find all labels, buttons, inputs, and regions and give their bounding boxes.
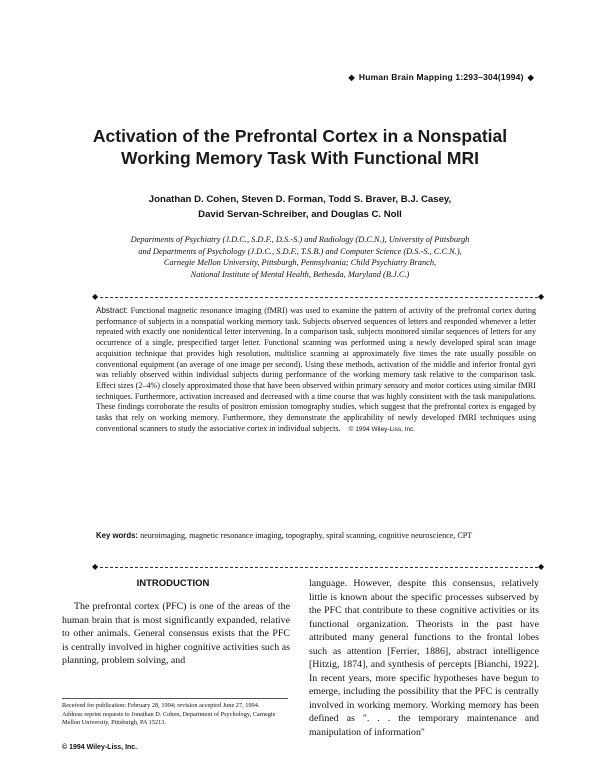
title-line: Activation of the Prefrontal Cortex in a Nonspatial bbox=[92, 126, 508, 146]
section-heading: INTRODUCTION bbox=[136, 578, 210, 589]
affiliations bbox=[70, 234, 530, 280]
title-line: Working Memory Task With Functional MRI bbox=[121, 148, 479, 168]
diamond-ornament-icon: ◆ bbox=[92, 562, 99, 571]
footnote-reprints: Address reprint requests to Jonathan D. Cohen, Department of Psychology, Carnegie Mellon University, Pittsburgh, PA 15213. bbox=[62, 711, 276, 727]
author-line: Jonathan D. Cohen, Steven D. Forman, Todd S. Braver, B.J. Casey, bbox=[148, 194, 452, 205]
author-list bbox=[80, 193, 520, 222]
body-paragraph: The prefrontal cortex (PFC) is one of the areas of the human brain that is most significantly expanded, relative to other animals. General consensus exists that the PFC is centrally involved in higher cognitive activities such as planning, problem solving, and bbox=[62, 601, 290, 666]
keywords-text: neuroimaging, magnetic resonance imaging, topography, spiral scanning, cognitive neuroscience, CPT bbox=[140, 531, 473, 540]
page-title bbox=[60, 125, 540, 169]
keywords-label: Key words: bbox=[96, 531, 139, 540]
affiliation-line: Carnegie Mellon University, Pittsburgh, Pennsylvania; Child Psychiatry Branch, bbox=[163, 258, 437, 267]
diamond-ornament-icon: ◆ bbox=[348, 73, 355, 82]
abstract-label: Abstract: bbox=[96, 306, 128, 315]
abstract-copyright: © 1994 Wiley-Liss, Inc. bbox=[348, 425, 416, 433]
diamond-ornament-icon: ◆ bbox=[92, 292, 99, 301]
author-line: David Servan-Schreiber, and Douglas C. Noll bbox=[198, 208, 402, 220]
body-column-left bbox=[62, 600, 290, 668]
running-head bbox=[345, 72, 539, 82]
divider-bottom bbox=[100, 567, 538, 568]
diamond-ornament-icon: ◆ bbox=[538, 292, 545, 301]
abstract-text: Functional magnetic resonance imaging (fMRI) was used to examine the pattern of activity of the prefrontal cortex during performance of subjects in a nonspatial working memory task. Subjects observed sequences of letters and responded whenever a letter repeated with exactly one nonidentical letter intervening. In a comparison task, subjects monitored similar sequences of letters for any occurrence of a single, prespecified target letter. Functional scanning was performed using a newly developed spiral scan image acquisition technique that provides high resolution, multislice scanning at approximately five times the rate usually possible on conventional equipment (an average of one image per second). Using these methods, activation of the middle and inferior frontal gyri was reliably observed within individual subjects during performance of the working memory task relative to the comparison task. Effect sizes (2–4%) closely approximated those that have been observed within primary sensory and motor cortices using similar fMRI techniques. Furthermore, activation increased and decreased with a time course that was highly consistent with the task manipulations. These findings corroborate the results of positron emission tomography studies, which suggest that the prefrontal cortex is engaged by tasks that rely on working memory. Furthermore, they demonstrate the applicability of newly developed fMRI techniques using conventional scanners to study the associative cortex in individual subjects. bbox=[96, 306, 536, 433]
footnotes bbox=[62, 702, 290, 729]
divider-top bbox=[100, 297, 538, 298]
body-column-right bbox=[309, 577, 539, 739]
footnote-divider bbox=[62, 698, 288, 699]
footnote-received: Received for publication: February 28, 1994; revision accepted June 27, 1994. bbox=[62, 702, 260, 709]
affiliation-line: and Departments of Psychology (J.D.C., S.D.F., T.S.B.) and Computer Science (D.S.-S., C.C.N.), bbox=[138, 246, 462, 256]
journal-citation: Human Brain Mapping 1:293–304(1994) bbox=[358, 72, 524, 82]
body-paragraph: language. However, despite this consensus, relatively little is known about the specific processes subserved by the PFC that contribute to these cognitive activities or its functional organization. Theorists in the past have attributed many general functions to the frontal lobes such as attention [Ferrier, 1886], abstract intelligence [Hitzig, 1874], and synthesis of percepts [Bianchi, 1922]. In recent years, more specific hypotheses have begun to emerge, including the possibility that the PFC is centrally involved in working memory. Working memory has been defined as ". . . the temporary maintenance and manipulation of information" bbox=[309, 578, 539, 738]
affiliation-line: National Institute of Mental Health, Bethesda, Maryland (B.J.C.) bbox=[190, 269, 410, 279]
diamond-ornament-icon: ◆ bbox=[538, 562, 545, 571]
abstract bbox=[96, 306, 536, 435]
page-copyright: © 1994 Wiley-Liss, Inc. bbox=[62, 744, 138, 751]
diamond-ornament-icon: ◆ bbox=[527, 73, 534, 82]
affiliation-line: Departments of Psychiatry (J.D.C., S.D.F., D.S.-S.) and Radiology (D.C.N.), University of Pittsburgh bbox=[130, 235, 470, 244]
keywords bbox=[96, 531, 536, 542]
